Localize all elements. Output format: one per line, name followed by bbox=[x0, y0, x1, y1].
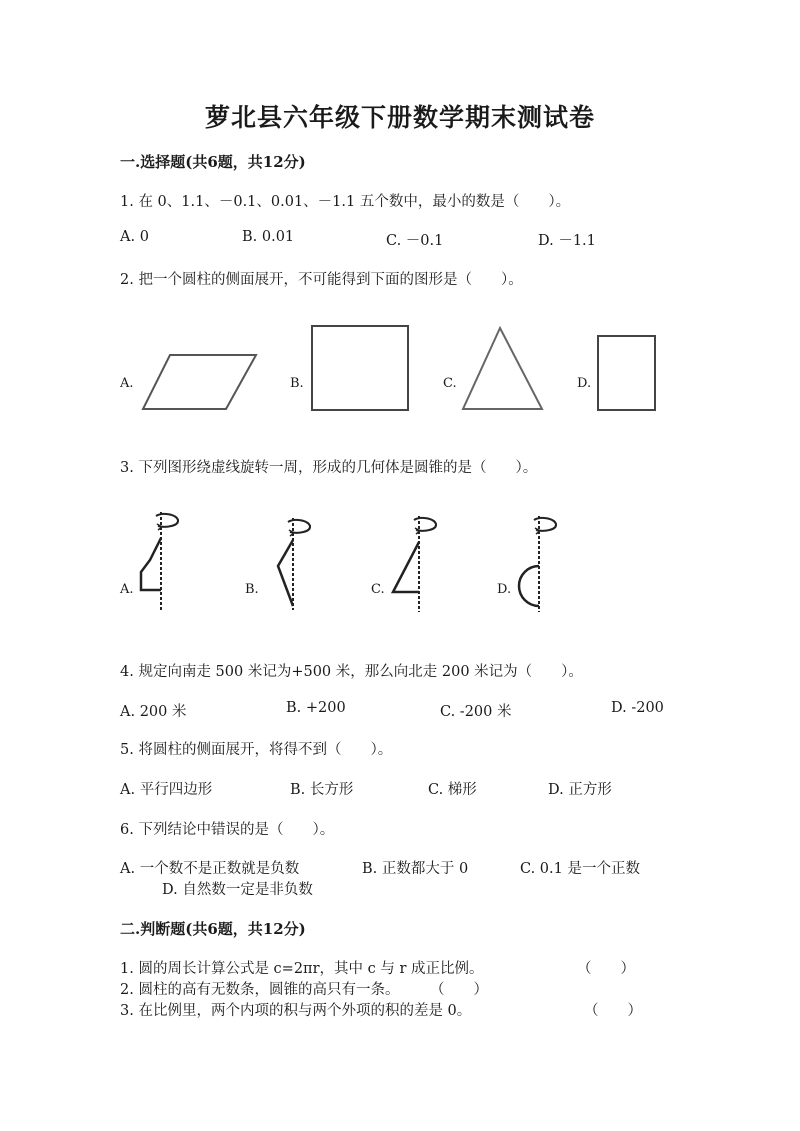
question-4: 4. 规定向南走 500 米记为+500 米，那么向北走 200 米记为（ ）。 bbox=[120, 664, 583, 680]
q1-option-b[interactable]: B. 0.01 bbox=[242, 229, 295, 245]
q3-option-d[interactable]: D. bbox=[497, 582, 512, 597]
judgement-3-blank[interactable]: （ ） bbox=[584, 1003, 642, 1019]
q4-option-d[interactable]: D. -200 bbox=[611, 700, 664, 716]
page-title: 萝北县六年级下册数学期末测试卷 bbox=[204, 103, 595, 132]
question-3: 3. 下列图形绕虚线旋转一周，形成的几何体是圆锥的是（ ）。 bbox=[120, 460, 538, 476]
judgement-2: 2. 圆柱的高有无数条，圆锥的高只有一条。 bbox=[120, 982, 400, 998]
q6-option-d[interactable]: D. 自然数一定是非负数 bbox=[162, 882, 313, 898]
q6-option-b[interactable]: B. 正数都大于 0 bbox=[362, 861, 469, 877]
question-1: 1. 在 0、1.1、－0.1、0.01、－1.1 五个数中，最小的数是（ ）。 bbox=[120, 194, 571, 210]
q5-option-b[interactable]: B. 长方形 bbox=[290, 782, 354, 798]
triangle-icon bbox=[460, 325, 546, 413]
q4-option-a[interactable]: A. 200 米 bbox=[120, 704, 187, 720]
q6-option-c[interactable]: C. 0.1 是一个正数 bbox=[520, 861, 640, 877]
rectangle-icon bbox=[596, 334, 658, 414]
question-5: 5. 将圆柱的侧面展开，将得不到（ ）。 bbox=[120, 742, 393, 758]
q3-option-a[interactable]: A. bbox=[120, 582, 134, 597]
q1-option-d[interactable]: D. －1.1 bbox=[538, 233, 596, 249]
q2-option-c[interactable]: C. bbox=[443, 376, 457, 391]
judgement-1-blank[interactable]: （ ） bbox=[577, 961, 635, 977]
q4-option-b[interactable]: B. +200 bbox=[286, 700, 346, 716]
q1-option-a[interactable]: A. 0 bbox=[120, 229, 149, 245]
trapezoid-rotation-icon bbox=[136, 508, 186, 614]
section-heading-choice: 一.选择题(共6题，共12分) bbox=[120, 153, 306, 171]
parallelogram-icon bbox=[140, 352, 258, 414]
question-6: 6. 下列结论中错误的是（ ）。 bbox=[120, 822, 335, 838]
q5-option-a[interactable]: A. 平行四边形 bbox=[120, 782, 213, 798]
q2-option-b[interactable]: B. bbox=[290, 376, 304, 391]
judgement-2-blank[interactable]: （ ） bbox=[430, 982, 488, 998]
q1-option-c[interactable]: C. －0.1 bbox=[386, 233, 444, 249]
q2-option-a[interactable]: A. bbox=[120, 376, 134, 391]
right-triangle-rotation-icon bbox=[388, 512, 442, 614]
semicircle-rotation-icon bbox=[514, 512, 564, 614]
judgement-3: 3. 在比例里，两个内项的积与两个外项的积的差是 0。 bbox=[120, 1003, 472, 1019]
q3-option-c[interactable]: C. bbox=[371, 582, 385, 597]
q2-option-d[interactable]: D. bbox=[577, 376, 592, 391]
section-heading-judgement: 二.判断题(共6题，共12分) bbox=[120, 920, 306, 938]
square-icon bbox=[310, 324, 412, 414]
q3-option-b[interactable]: B. bbox=[245, 582, 259, 597]
q4-option-c[interactable]: C. -200 米 bbox=[440, 704, 512, 720]
q6-option-a[interactable]: A. 一个数不是正数就是负数 bbox=[120, 861, 300, 877]
kite-rotation-icon bbox=[266, 514, 316, 614]
q5-option-c[interactable]: C. 梯形 bbox=[428, 782, 477, 798]
q5-option-d[interactable]: D. 正方形 bbox=[548, 782, 612, 798]
judgement-1: 1. 圆的周长计算公式是 c=2πr，其中 c 与 r 成正比例。 bbox=[120, 961, 484, 977]
question-2: 2. 把一个圆柱的侧面展开，不可能得到下面的图形是（ ）。 bbox=[120, 272, 523, 288]
